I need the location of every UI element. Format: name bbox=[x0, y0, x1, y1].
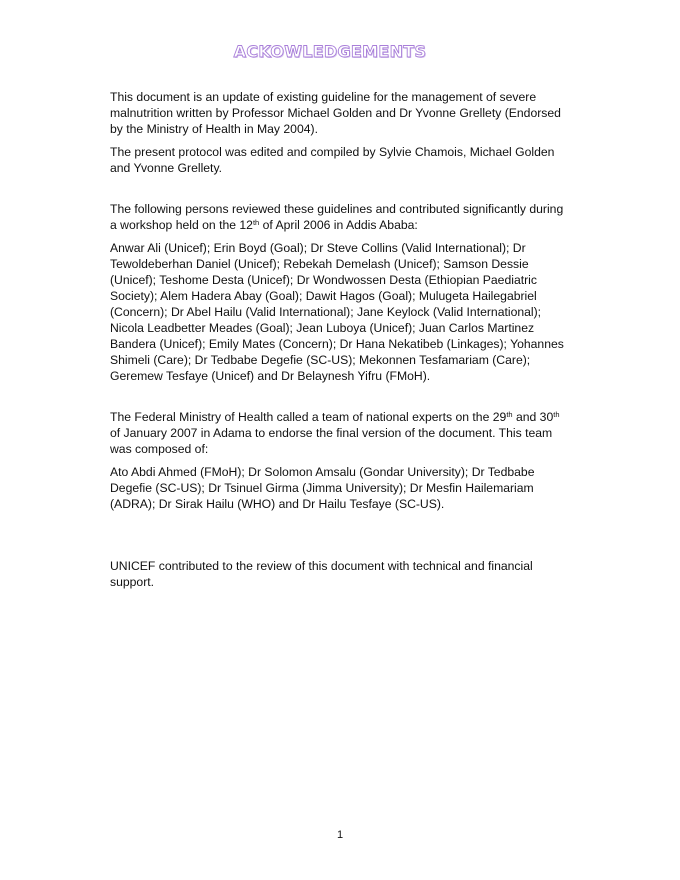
reviewers-intro-text-end: of April 2006 in Addis Ababa: bbox=[259, 218, 418, 232]
ordinal-suffix: th bbox=[553, 410, 560, 419]
ordinal-suffix: th bbox=[252, 218, 260, 227]
page-title: ACKOWLEDGEMENTS bbox=[233, 42, 427, 61]
reviewers-list-paragraph: Anwar Ali (Unicef); Erin Boyd (Goal); Dr Steve Collins (Valid International); Dr Tewoldeberhan Daniel (Unicef); Rebekah Demelash (Unicef); Samson Dessie (Unicef); Teshome Desta (Unicef); Dr Wondwossen Desta (Ethiopian Paediatric Society); Alem Hadera Abay (Goal); Dawit Hagos (Goal); Mulugeta Hailegabriel (Concern); Dr Abel Hailu (Valid International); Jane Keylock (Valid International); Nicola Leadbetter Meades (Goal); Jean Luboya (Unicef); Juan Carlos Martinez Bandera (Unicef); Emily Mates (Concern); Dr Hana Nekatibeb (Linkages); Yohannes Shimeli (Care); Dr Tedbabe Degefie (SC-US); Mekonnen Tesfamariam (Care); Geremew Tesfaye (Unicef) and Dr Belaynesh Yifru (FMoH). bbox=[110, 241, 564, 383]
reviewers-intro-paragraph bbox=[110, 201, 572, 233]
acknowledgements-body bbox=[110, 89, 572, 590]
intro-paragraph: This document is an update of existing guideline for the management of severe malnutrition written by Professor Michael Golden and Dr Yvonne Grellety (Endorsed by the Ministry of Health in May 2004). bbox=[110, 90, 561, 136]
fmoh-intro-paragraph bbox=[110, 409, 572, 457]
fmoh-list-paragraph: Ato Abdi Ahmed (FMoH); Dr Solomon Amsalu (Gondar University); Dr Tedbabe Degefie (SC-US); Dr Tsinuel Girma (Jimma University); Dr Mesfin Hailemariam (ADRA); Dr Sirak Hailu (WHO) and Dr Hailu Tesfaye (SC-US). bbox=[110, 465, 535, 511]
ordinal-suffix: th bbox=[506, 410, 513, 419]
fmoh-intro-text-end: of January 2007 in Adama to endorse the final version of the document. This team was composed of: bbox=[110, 426, 553, 456]
page-number: 1 bbox=[336, 829, 344, 841]
fmoh-intro-text-middle: and 30 bbox=[512, 410, 554, 424]
unicef-paragraph: UNICEF contributed to the review of this document with technical and financial support. bbox=[110, 559, 533, 589]
reviewers-intro-text: The following persons reviewed these guidelines and contributed significantly during a workshop held on the 12 bbox=[110, 202, 564, 232]
protocol-paragraph: The present protocol was edited and compiled by Sylvie Chamois, Michael Golden and Yvonne Grellety. bbox=[110, 145, 555, 175]
fmoh-intro-text: The Federal Ministry of Health called a team of national experts on the 29 bbox=[110, 410, 507, 424]
